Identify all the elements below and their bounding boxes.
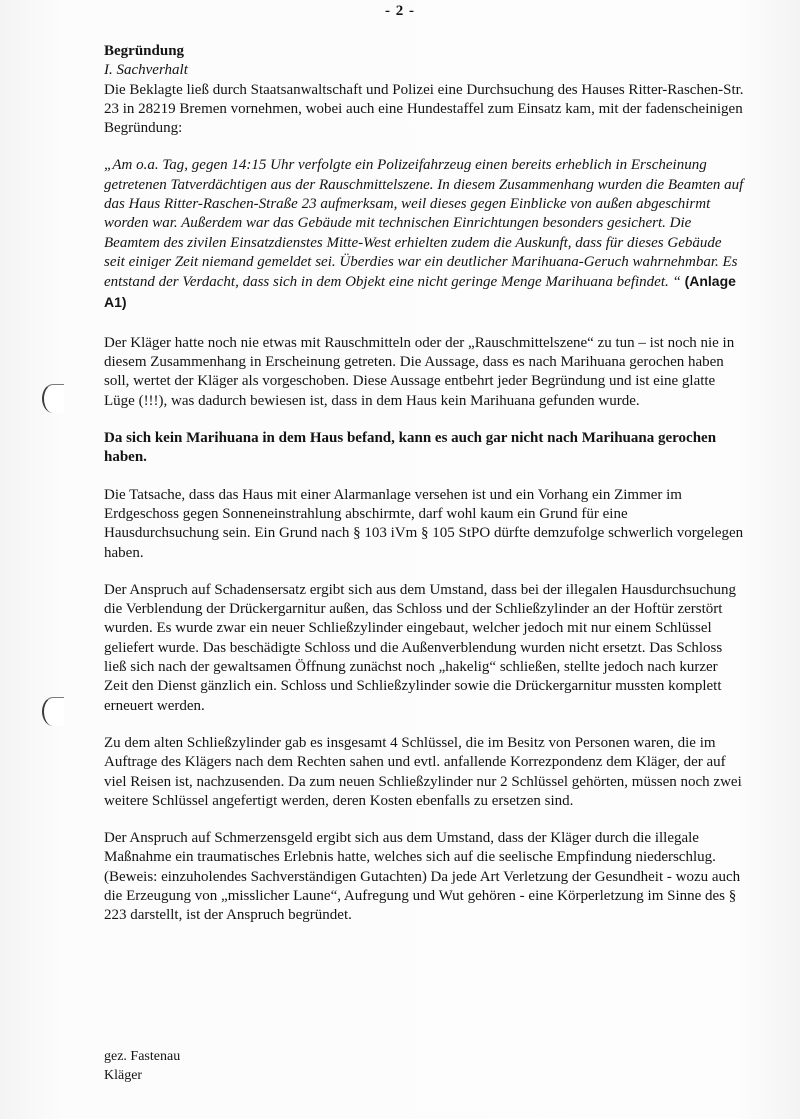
page-number: - 2 - xyxy=(385,3,415,19)
emphasis-statement: Da sich kein Marihuana in dem Haus befand, kann es auch gar nicht nach Marihuana gerochen haben. xyxy=(104,430,717,466)
signature-name: gez. Fastenau xyxy=(104,1049,181,1064)
attachment-reference: (Anlage A1) xyxy=(104,273,736,310)
paragraph-alarm-system: Die Tatsache, dass das Haus mit einer Alarmanlage versehen ist und ein Vorhang ein Zimmer im Erdgeschoss gegen Sonneneinstrahlung abschirmte, darf wohl kaum ein Grund für eine Hausdurchsuchung sein. Ein Grund nach § 103 iVm § 105 StPO dürfte demzufolge schwerlich vorgelegen haben. xyxy=(104,486,744,561)
section-heading: Begründung xyxy=(104,43,185,59)
paragraph-keys: Zu dem alten Schließzylinder gab es insgesamt 4 Schlüssel, die im Besitz von Personen waren, die im Auftrage des Klägers nach dem Rechten sahen und evtl. anfallende Korrezpondenz dem Kläger, der auf viel Reisen ist, nachzusenden. Da zum neuen Schließzylinder nur 2 Schlüssel gehörten, müssen noch zwei weitere Schlüssel angefertigt werden, deren Kosten ebenfalls zu ersetzen sind. xyxy=(104,734,742,809)
paragraph-compensation: Der Anspruch auf Schmerzensgeld ergibt sich aus dem Umstand, dass der Kläger durch die illegale Maßnahme ein traumatisches Erlebnis hatte, welches sich auf die seelische Empfindung niederschlug. (Beweis: einzuholendes Sachverständigen Gutachten) Da jede Art Verletzung der Gesundheit - wozu auch die Erzeugung von „misslicher Laune“, Aufregung und Wut gehören - eine Körperletzung im Sinne des § 223 darstellt, ist der Anspruch begründet. xyxy=(104,830,741,924)
punch-hole-top xyxy=(42,384,64,413)
quote-text: „Am o.a. Tag, gegen 14:15 Uhr verfolgte ein Polizeifahrzeug einen bereits erheblich in Erscheinung getretenen Tatverdächtigen aus der Rauschmittelszene. In diesem Zusammenhang wurden die Beamten auf das Haus Ritter-Raschen-Straße 23 aufmerksam, weil dieses gegen Einblicke von außen abgeschirmt worden war. Außerdem war das Gebäude mit technischen Einrichtungen besonders gesichert. Die Beamtem des zivilen Einsatzdienstes Mitte-West erhielten zudem die Auskunft, dass für dieses Gebäude seit einiger Zeit niemand gemeldet sei. Überdies war ein deutlicher Marihuana-Geruch wahrnehmbar. Es entstand der Verdacht, dass sich in dem Objekt eine nicht geringe Menge Marihuana befindet. “ xyxy=(104,157,744,291)
punch-hole-bottom xyxy=(42,697,64,726)
section-subheading: I. Sachverhalt xyxy=(104,62,188,79)
quoted-statement xyxy=(104,156,744,312)
intro-paragraph: Die Beklagte ließ durch Staatsanwaltschaft und Polizei eine Durchsuchung des Hauses Ritter-Raschen-Str. 23 in 28219 Bremen vornehmen, wobei auch eine Hundestaffel zum Einsatz kam, mit der fadenscheinigen Begründung: xyxy=(104,81,744,137)
paragraph-damages: Der Anspruch auf Schadensersatz ergibt sich aus dem Umstand, dass bei der illegalen Hausdurchsuchung die Verblendung der Drückergarnitur außen, das Schloss und der Schließzylinder an der Hoftür zerstört wurden. Es wurde zwar ein neuer Schließzylinder eingebaut, welcher jedoch mit nur einem Schlüssel geliefert wurde. Das beschädigte Schloss und die Außenverblendung wurden nicht ersetzt. Das Schloss ließ sich nach der gewaltsamen Öffnung zunächst noch „hakelig“ schließen, stellte jedoch nach kurzer Zeit den Dienst gänzlich ein. Schloss und Schließzylinder sowie die Drückergarnitur mussten komplett erneuert werden. xyxy=(104,581,737,714)
paragraph-denial: Der Kläger hatte noch nie etwas mit Rauschmitteln oder der „Rauschmittelszene“ zu tun – ist noch nie in diesem Zusammenhang in Erscheinung getreten. Die Aussage, dass es nach Marihuana gerochen haben soll, wertet der Kläger als vorgeschoben. Diese Aussage entbehrt jeder Begründung und ist eine glatte Lüge (!!!), was dadurch bewiesen ist, dass in dem Haus kein Marihuana gefunden wurde. xyxy=(104,334,735,409)
signature-role: Kläger xyxy=(104,1068,143,1083)
signature-block xyxy=(104,1047,180,1085)
document-body xyxy=(104,42,744,944)
